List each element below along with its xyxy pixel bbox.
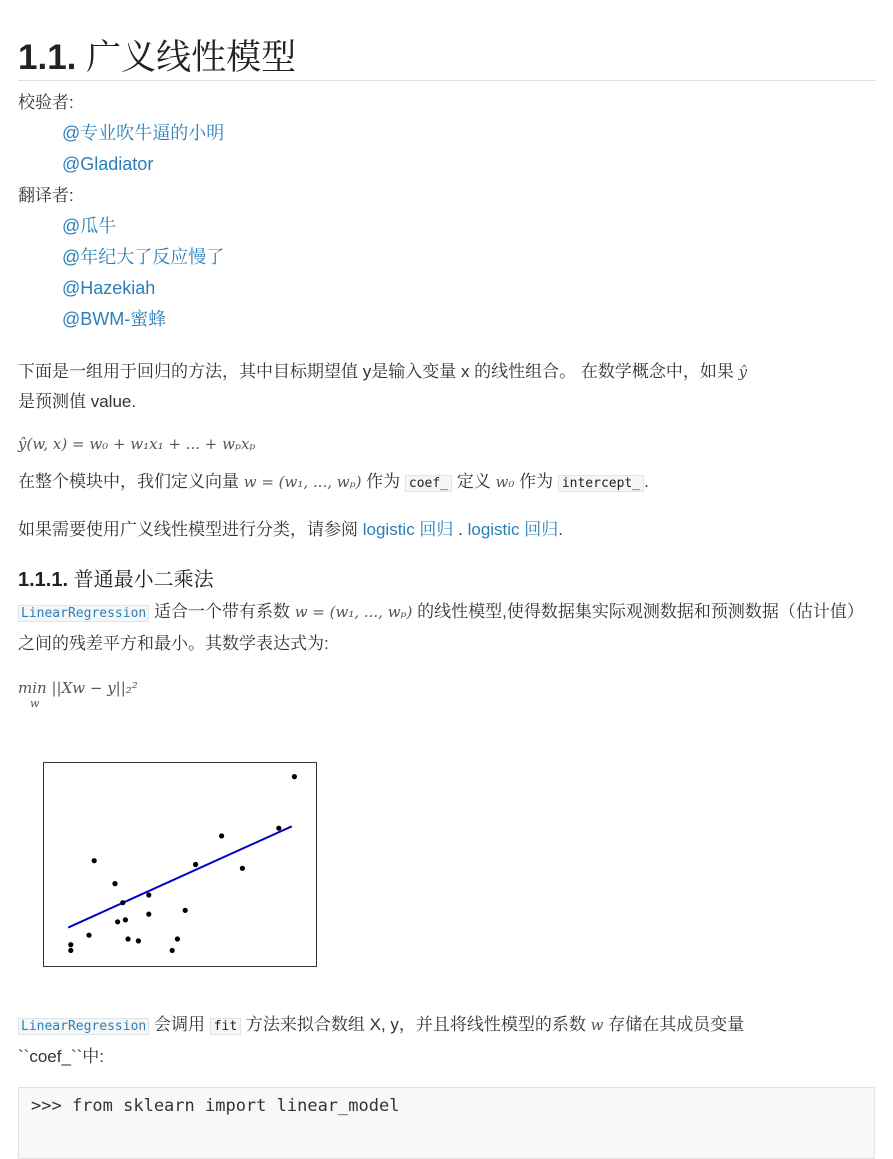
- data-point: [183, 908, 188, 913]
- page-title-text: 广义线性模型: [86, 38, 297, 77]
- code-coef: coef_: [405, 475, 452, 492]
- formula-body: ||Xw − y||₂²: [51, 679, 138, 697]
- fit-paragraph: [18, 1010, 875, 1072]
- translator-link[interactable]: @Hazekiah: [62, 278, 156, 298]
- data-point: [136, 938, 141, 943]
- linear-regression-link-2[interactable]: LinearRegression: [18, 1018, 149, 1035]
- define-paragraph: [18, 467, 875, 499]
- data-point: [240, 866, 245, 871]
- data-point: [292, 774, 297, 779]
- data-point: [146, 912, 151, 917]
- formula-linear-model: ŷ(w, x) = w₀ + w₁x₁ + ... + wₚxₚ: [18, 435, 256, 453]
- formula-min-sub: w: [30, 697, 40, 710]
- define-text-2: 作为: [361, 472, 405, 491]
- fit-text: 会调用: [149, 1015, 210, 1034]
- proofreader-link[interactable]: @专业吹牛逼的小明: [62, 123, 225, 143]
- proofreader-link[interactable]: @Gladiator: [62, 154, 154, 174]
- section-title: [18, 565, 875, 595]
- data-point: [170, 948, 175, 953]
- intro-text-2: 是预测值 value.: [18, 392, 137, 411]
- page-title-number: 1.1.: [18, 38, 77, 77]
- ols-figure: [43, 762, 317, 967]
- data-point: [112, 881, 117, 886]
- fit-text-2: 方法来拟合数组 X, y，并且将线性模型的系数: [241, 1015, 591, 1034]
- translator-link[interactable]: @瓜牛: [62, 216, 117, 236]
- data-point: [125, 936, 130, 941]
- formula-least-squares: [18, 673, 875, 710]
- define-text-5: .: [644, 472, 649, 491]
- data-point: [115, 919, 120, 924]
- classification-end: .: [558, 520, 564, 539]
- code-line: >>> from sklearn import linear_model: [31, 1096, 400, 1116]
- data-point: [86, 933, 91, 938]
- translators-label: 翻译者:: [18, 186, 74, 205]
- regression-line: [68, 826, 292, 927]
- intro-paragraph: [18, 357, 875, 417]
- logistic-regression-link[interactable]: logistic 回归: [362, 520, 454, 539]
- logistic-regression-link-2[interactable]: logistic 回归: [467, 520, 559, 539]
- math-w-vector: w = (w₁, ..., wₚ): [243, 473, 362, 491]
- data-point: [68, 948, 73, 953]
- fit-text-3: 存储在其成员变量: [603, 1015, 745, 1034]
- formula-min: min: [18, 679, 47, 697]
- section-number: 1.1.1.: [18, 569, 69, 591]
- classification-sep: .: [453, 520, 468, 539]
- data-point: [146, 892, 151, 897]
- classification-text: 如果需要使用广义线性模型进行分类，请参阅: [18, 520, 363, 539]
- define-text: 在整个模块中，我们定义向量: [18, 472, 244, 491]
- math-w0: w₀: [495, 473, 515, 491]
- linear-regression-link[interactable]: LinearRegression: [18, 605, 149, 622]
- data-point: [193, 862, 198, 867]
- document-page-lower: [18, 1010, 875, 1072]
- math-w: w: [590, 1016, 604, 1034]
- translators-block: [18, 180, 875, 335]
- code-fit: fit: [210, 1018, 241, 1035]
- proofreaders-list: [18, 118, 875, 180]
- data-point: [68, 942, 73, 947]
- data-point: [175, 936, 180, 941]
- data-point: [276, 826, 281, 831]
- document-page: [18, 0, 875, 710]
- code-intercept: intercept_: [558, 475, 644, 492]
- define-text-3: 定义: [452, 472, 496, 491]
- define-text-4: 作为: [514, 472, 558, 491]
- ols-text: 适合一个带有系数: [149, 602, 295, 621]
- math-w-vector-2: w = (w₁, ..., wₚ): [294, 603, 413, 621]
- proofreaders-label: 校验者:: [18, 93, 74, 112]
- ols-text-2: 的线性模型,使得数据集实际观测数据和预测数据（估计值）之间的残差平方和最小。其数学表达式为:: [18, 602, 864, 653]
- translators-list: [18, 211, 875, 335]
- data-point: [92, 858, 97, 863]
- ols-paragraph: [18, 597, 875, 659]
- section-title-text: 普通最小二乘法: [73, 569, 214, 591]
- data-point: [219, 833, 224, 838]
- math-yhat: ŷ: [738, 363, 748, 381]
- translator-link[interactable]: @年纪大了反应慢了: [62, 247, 225, 267]
- fit-text-4: ``coef_``中:: [18, 1047, 104, 1066]
- translator-link[interactable]: @BWM-蜜蜂: [62, 309, 167, 329]
- page-title: [18, 0, 875, 81]
- intro-text: 下面是一组用于回归的方法，其中目标期望值 y是输入变量 x 的线性组合。 在数学概念中，如果: [18, 362, 739, 381]
- classification-paragraph: [18, 515, 875, 545]
- data-point: [120, 900, 125, 905]
- ols-scatter-chart: [44, 763, 316, 966]
- code-block: [18, 1087, 875, 1159]
- proofreaders-block: [18, 87, 875, 180]
- data-point: [123, 917, 128, 922]
